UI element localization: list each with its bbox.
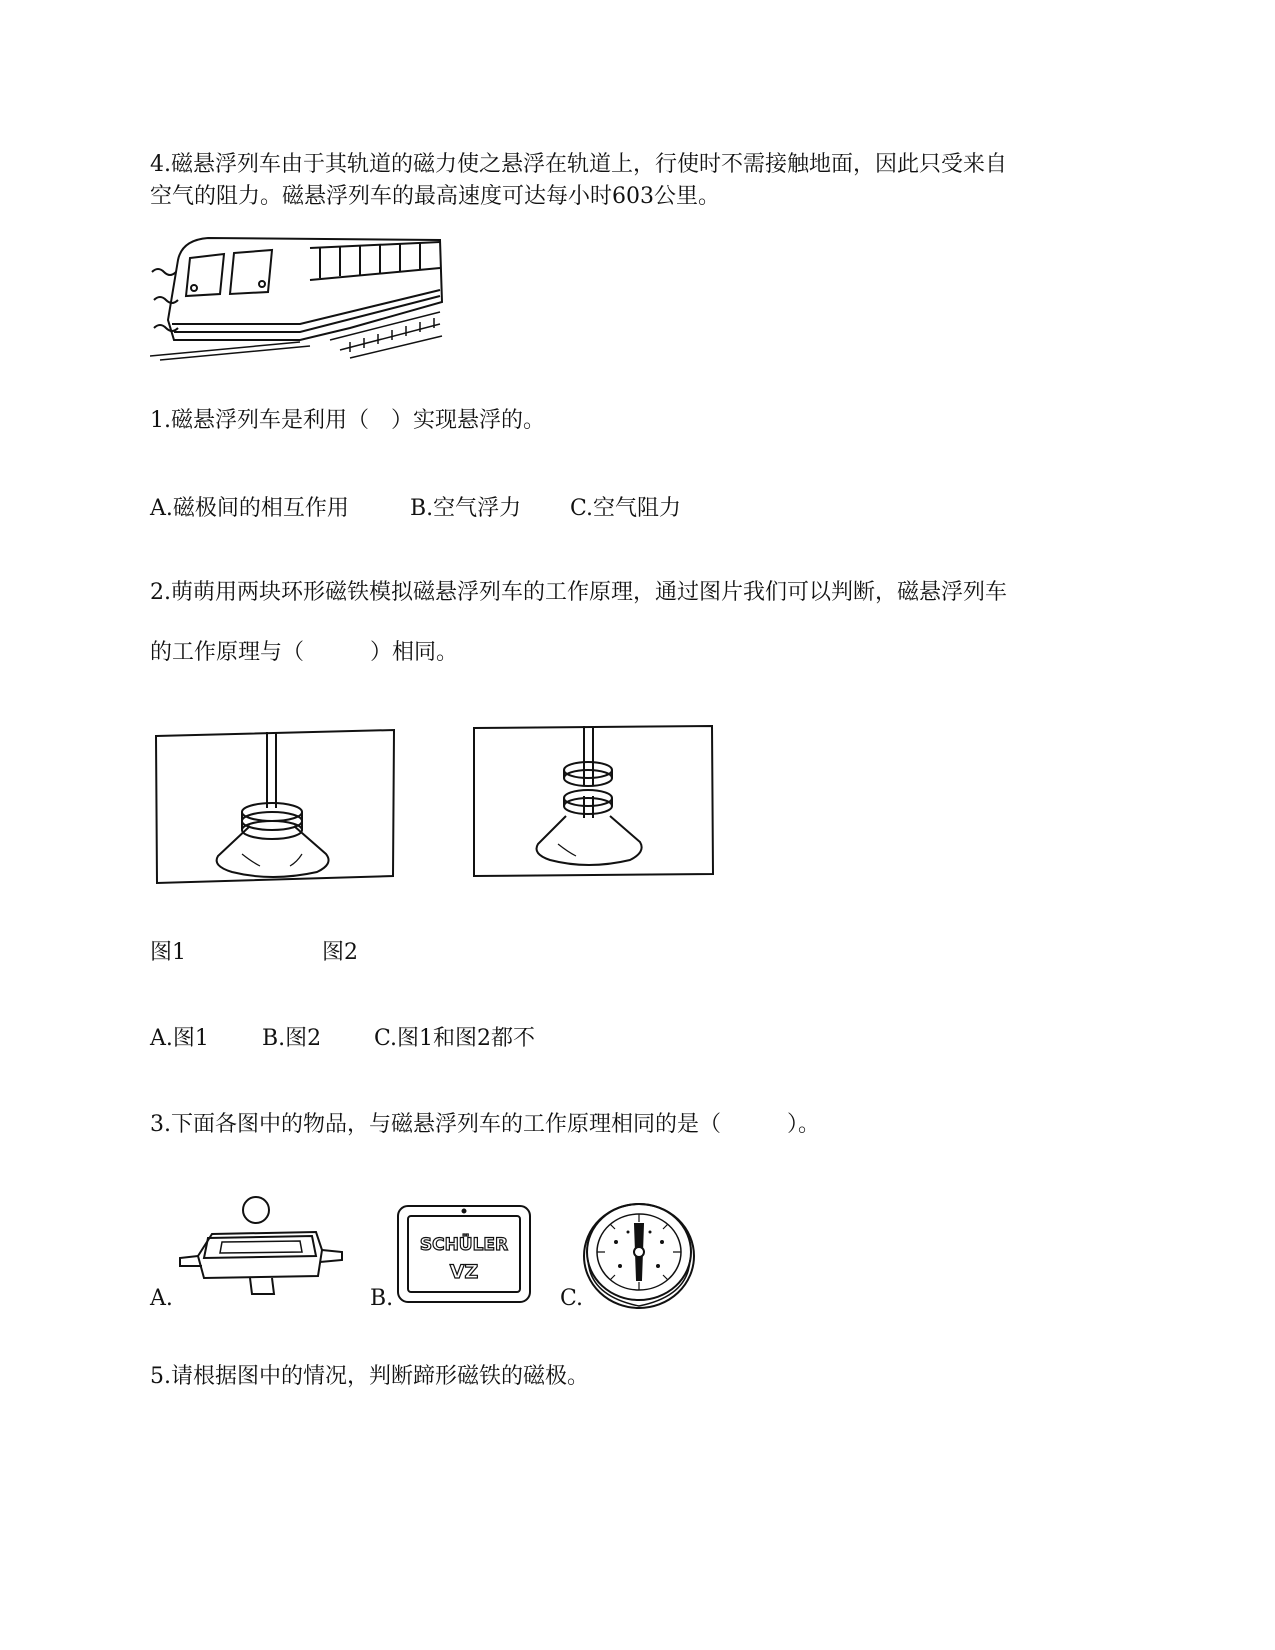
question-3-option-a-label[interactable]: A. <box>150 1286 173 1311</box>
question-2-option-b[interactable]: B.图2 <box>262 1026 322 1051</box>
tablet-text-line-1: SCHÜLER <box>419 1235 509 1255</box>
question-2-stem-line-1: 2.萌萌用两块环形磁铁模拟磁悬浮列车的工作原理，通过图片我们可以判断，磁悬浮列车 <box>150 580 1007 605</box>
question-5-stem: 5.请根据图中的情况，判断蹄形磁铁的磁极。 <box>150 1364 589 1389</box>
question-3-stem: 3.下面各图中的物品，与磁悬浮列车的工作原理相同的是（ ）。 <box>150 1112 820 1137</box>
figure-1-ring-magnets-attracting <box>152 726 404 888</box>
question-2-option-a[interactable]: A.图1 <box>150 1026 209 1051</box>
option-b-tablet-image <box>396 1204 532 1304</box>
question-2-stem-line-2: 的工作原理与（ ）相同。 <box>150 640 459 665</box>
question-1-option-c[interactable]: C.空气阻力 <box>570 496 682 521</box>
option-c-compass-image <box>580 1196 698 1312</box>
tablet-text-line-2: VZ <box>449 1261 479 1283</box>
intro-line-2: 空气的阻力。磁悬浮列车的最高速度可达每小时603公里。 <box>150 184 720 209</box>
figure-2-label: 图2 <box>322 940 358 965</box>
question-3-option-c-label[interactable]: C. <box>560 1286 584 1311</box>
question-1-stem: 1.磁悬浮列车是利用（ ）实现悬浮的。 <box>150 408 545 433</box>
maglev-train-illustration <box>150 232 450 362</box>
figure-1-label: 图1 <box>150 940 186 965</box>
question-2-option-c[interactable]: C.图1和图2都不 <box>374 1026 536 1051</box>
question-3-option-b-label[interactable]: B. <box>370 1286 394 1311</box>
figure-2-ring-magnets-repelling <box>470 722 720 882</box>
question-1-option-b[interactable]: B.空气浮力 <box>410 496 522 521</box>
question-1-option-a[interactable]: A.磁极间的相互作用 <box>150 496 349 521</box>
intro-line-1: 4.磁悬浮列车由于其轨道的磁力使之悬浮在轨道上，行使时不需接触地面，因此只受来自 <box>150 152 1007 177</box>
option-a-levitation-device-image <box>176 1192 348 1304</box>
